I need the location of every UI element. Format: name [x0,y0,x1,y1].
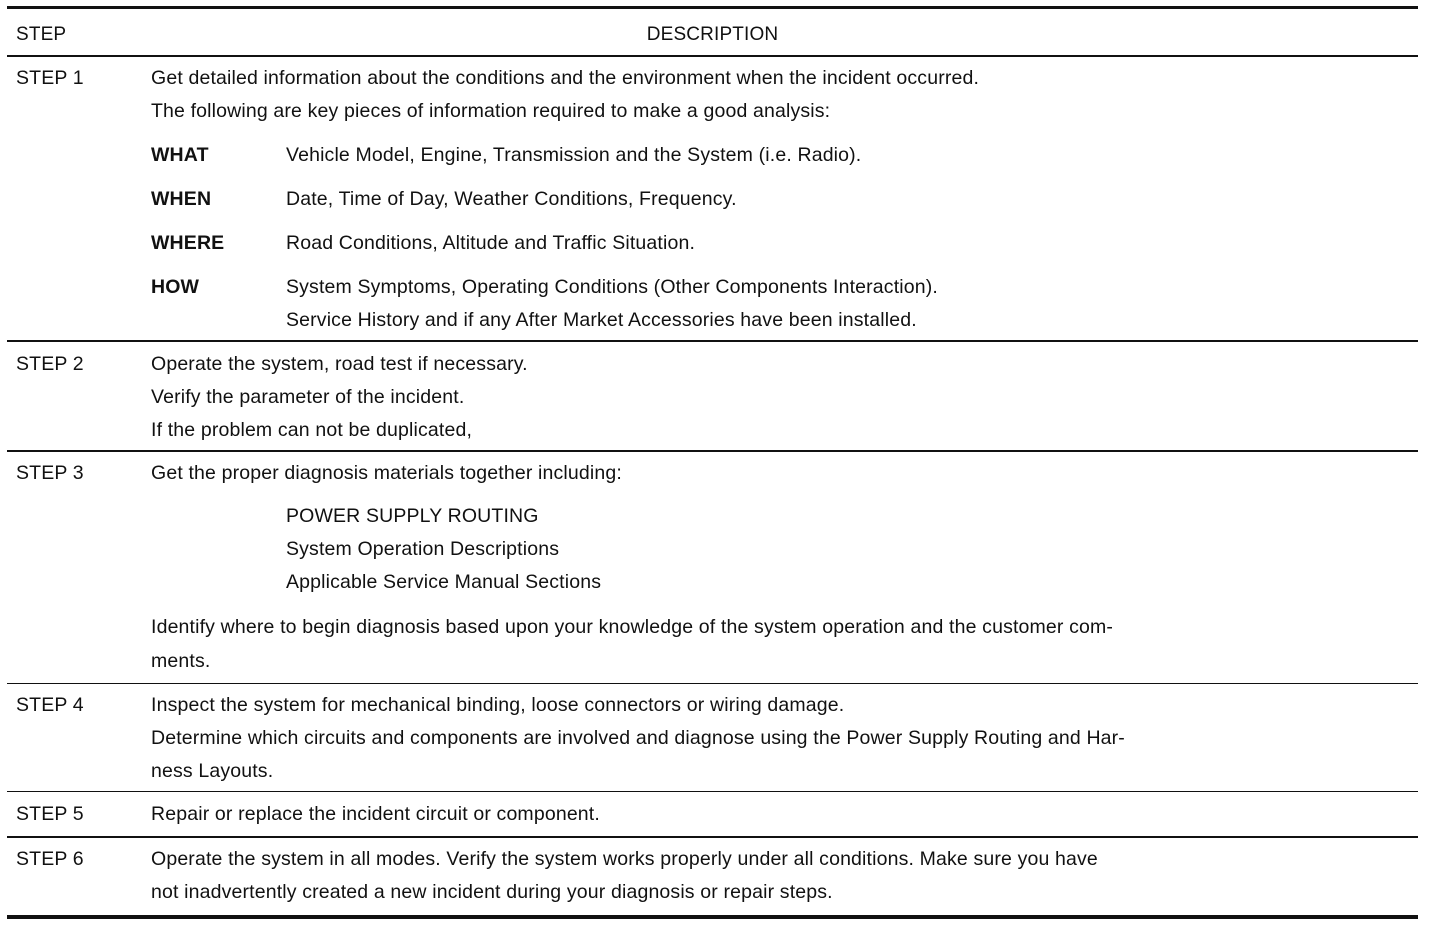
header-rule [7,55,1418,57]
step-label: STEP 1 [16,67,84,89]
column-header-description: DESCRIPTION [646,24,779,45]
top-rule [7,6,1418,9]
item-key-when: WHEN [151,188,212,210]
step3-rule [7,683,1418,684]
step-text: Repair or replace the incident circuit or component. [151,803,600,825]
step-text: ness Layouts. [151,760,274,782]
step-text: Verify the parameter of the incident. [151,386,465,408]
step-text: Identify where to begin diagnosis based upon your knowledge of the system operation and the customer com- [151,616,1114,638]
material-item: System Operation Descriptions [286,538,560,560]
step-text: Operate the system, road test if necessary. [151,353,528,375]
step-text: Inspect the system for mechanical binding, loose connectors or wiring damage. [151,694,845,716]
item-text: Road Conditions, Altitude and Traffic Situation. [286,232,696,254]
item-key-what: WHAT [151,144,209,166]
step-label: STEP 4 [16,694,84,716]
item-key-how: HOW [151,276,200,298]
step-text: Get detailed information about the conditions and the environment when the incident occurred. [151,67,980,89]
step5-rule [7,836,1418,838]
material-item: Applicable Service Manual Sections [286,571,602,593]
column-header-step: STEP [16,24,67,45]
step-text: If the problem can not be duplicated, [151,419,473,441]
item-text: Date, Time of Day, Weather Conditions, Frequency. [286,188,737,210]
material-item: POWER SUPPLY ROUTING [286,505,539,527]
step-text: ments. [151,650,211,672]
step4-rule [7,791,1418,792]
diagnosis-steps-table [7,0,1418,926]
item-text: Service History and if any After Market Accessories have been installed. [286,309,917,331]
step1-rule [7,340,1418,342]
step-label: STEP 5 [16,803,84,825]
step-label: STEP 6 [16,848,84,870]
step-text: Operate the system in all modes. Verify the system works properly under all conditions. Make sure you have [151,848,1098,870]
step2-rule [7,450,1418,452]
item-key-where: WHERE [151,232,225,254]
step-text: not inadvertently created a new incident during your diagnosis or repair steps. [151,881,833,903]
step-text: Get the proper diagnosis materials together including: [151,462,622,484]
bottom-rule [7,915,1418,919]
step-label: STEP 2 [16,353,84,375]
step-label: STEP 3 [16,462,84,484]
item-text: Vehicle Model, Engine, Transmission and the System (i.e. Radio). [286,144,862,166]
step-text: The following are key pieces of information required to make a good analysis: [151,100,831,122]
item-text: System Symptoms, Operating Conditions (Other Components Interaction). [286,276,938,298]
step-text: Determine which circuits and components are involved and diagnose using the Power Supply Routing and Har- [151,727,1125,749]
